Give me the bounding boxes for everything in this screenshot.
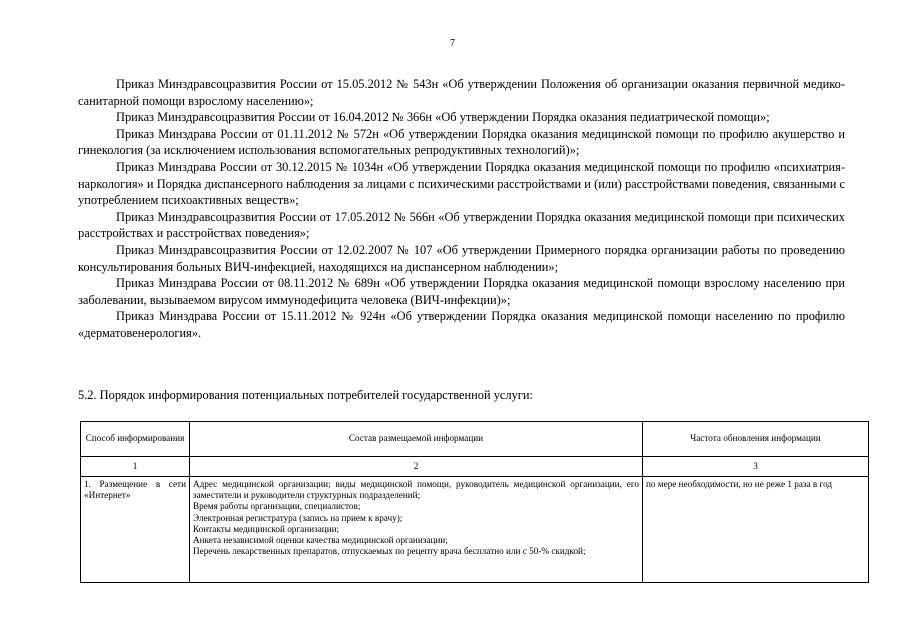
section-heading: 5.2. Порядок информирования потенциальных потребителей государственной услуги: [78, 388, 533, 402]
column-number: 3 [643, 457, 869, 477]
cell-content [190, 477, 643, 583]
content-item: Время работы организации, специалистов; [193, 501, 361, 512]
column-number: 2 [190, 457, 643, 477]
paragraph: Приказ Минздравсоцразвития России от 12.02.2007 № 107 «Об утверждении Примерного порядка организации работы по проведению консультирования больных ВИЧ-инфекцией, находящихся на диспансерном наблюдении»; [78, 242, 845, 274]
paragraph: Приказ Минздравсоцразвития России от 15.05.2012 № 543н «Об утверждении Положения об организации оказания первичной медико-санитарной помощи взрослому населению»; [78, 77, 845, 108]
table-header-row [81, 422, 869, 457]
content-item: Адрес медицинской организации; виды медицинской помощи, руководитель медицинской организации, его заместители и руководители структурных подразделений; [193, 479, 639, 501]
header-method: Способ информирования [81, 422, 190, 457]
cell-frequency: по мере необходимости, но не реже 1 раза в год [643, 477, 869, 583]
header-content: Состав размещаемой информации [190, 422, 643, 457]
content-item: Анкета независимой оценки качества медицинской организации; [193, 535, 448, 546]
paragraph: Приказ Минздравсоцразвития России от 17.05.2012 № 566н «Об утверждении Порядка оказания медицинской помощи при психических расстройствах и расстройствах поведения»; [78, 209, 845, 241]
column-number: 1 [81, 457, 190, 477]
table-row [81, 477, 869, 583]
paragraph: Приказ Минздрава России от 30.12.2015 № 1034н «Об утверждении Порядка оказания медицинской помощи по профилю «психиатрия-наркология» и Порядка диспансерного наблюдения за лицами с психическими расстройствами и (или) расстройствами поведения, связанными с употреблением психоактивных веществ»; [78, 159, 845, 208]
content-item: Электронная регистратура (запись на прием к врачу); [193, 512, 403, 523]
content-item: Перечень лекарственных препаратов, отпускаемых по рецепту врача бесплатно или с 50-% скидкой; [193, 546, 586, 557]
header-frequency: Частота обновления информации [643, 422, 869, 457]
cell-method: 1. Размещение в сети «Интернет» [81, 477, 190, 583]
paragraph: Приказ Минздрава России от 08.11.2012 № 689н «Об утверждении Порядка оказания медицинской помощи взрослому населению при заболевании, вызываемом вирусом иммунодефицита человека (ВИЧ-инфекции)»; [78, 276, 845, 307]
document-body [78, 76, 845, 342]
paragraph: Приказ Минздравсоцразвития России от 16.04.2012 № 366н «Об утверждении Порядка оказания педиатрической помощи»; [116, 110, 770, 125]
content-item: Контакты медицинской организации; [193, 523, 340, 534]
paragraph: Приказ Минздрава России от 01.11.2012 № 572н «Об утверждении Порядка оказания медицинской помощи по профилю акушерство и гинекология (за исключением использования вспомогательных репродуктивных технологий)»; [78, 126, 845, 158]
information-table [80, 421, 869, 583]
page-number: 7 [450, 38, 455, 49]
table-number-row [81, 457, 869, 477]
paragraph: Приказ Минздрава России от 15.11.2012 № 924н «Об утверждении Порядка оказания медицинской помощи населению по профилю «дерматовенерология». [78, 309, 845, 340]
